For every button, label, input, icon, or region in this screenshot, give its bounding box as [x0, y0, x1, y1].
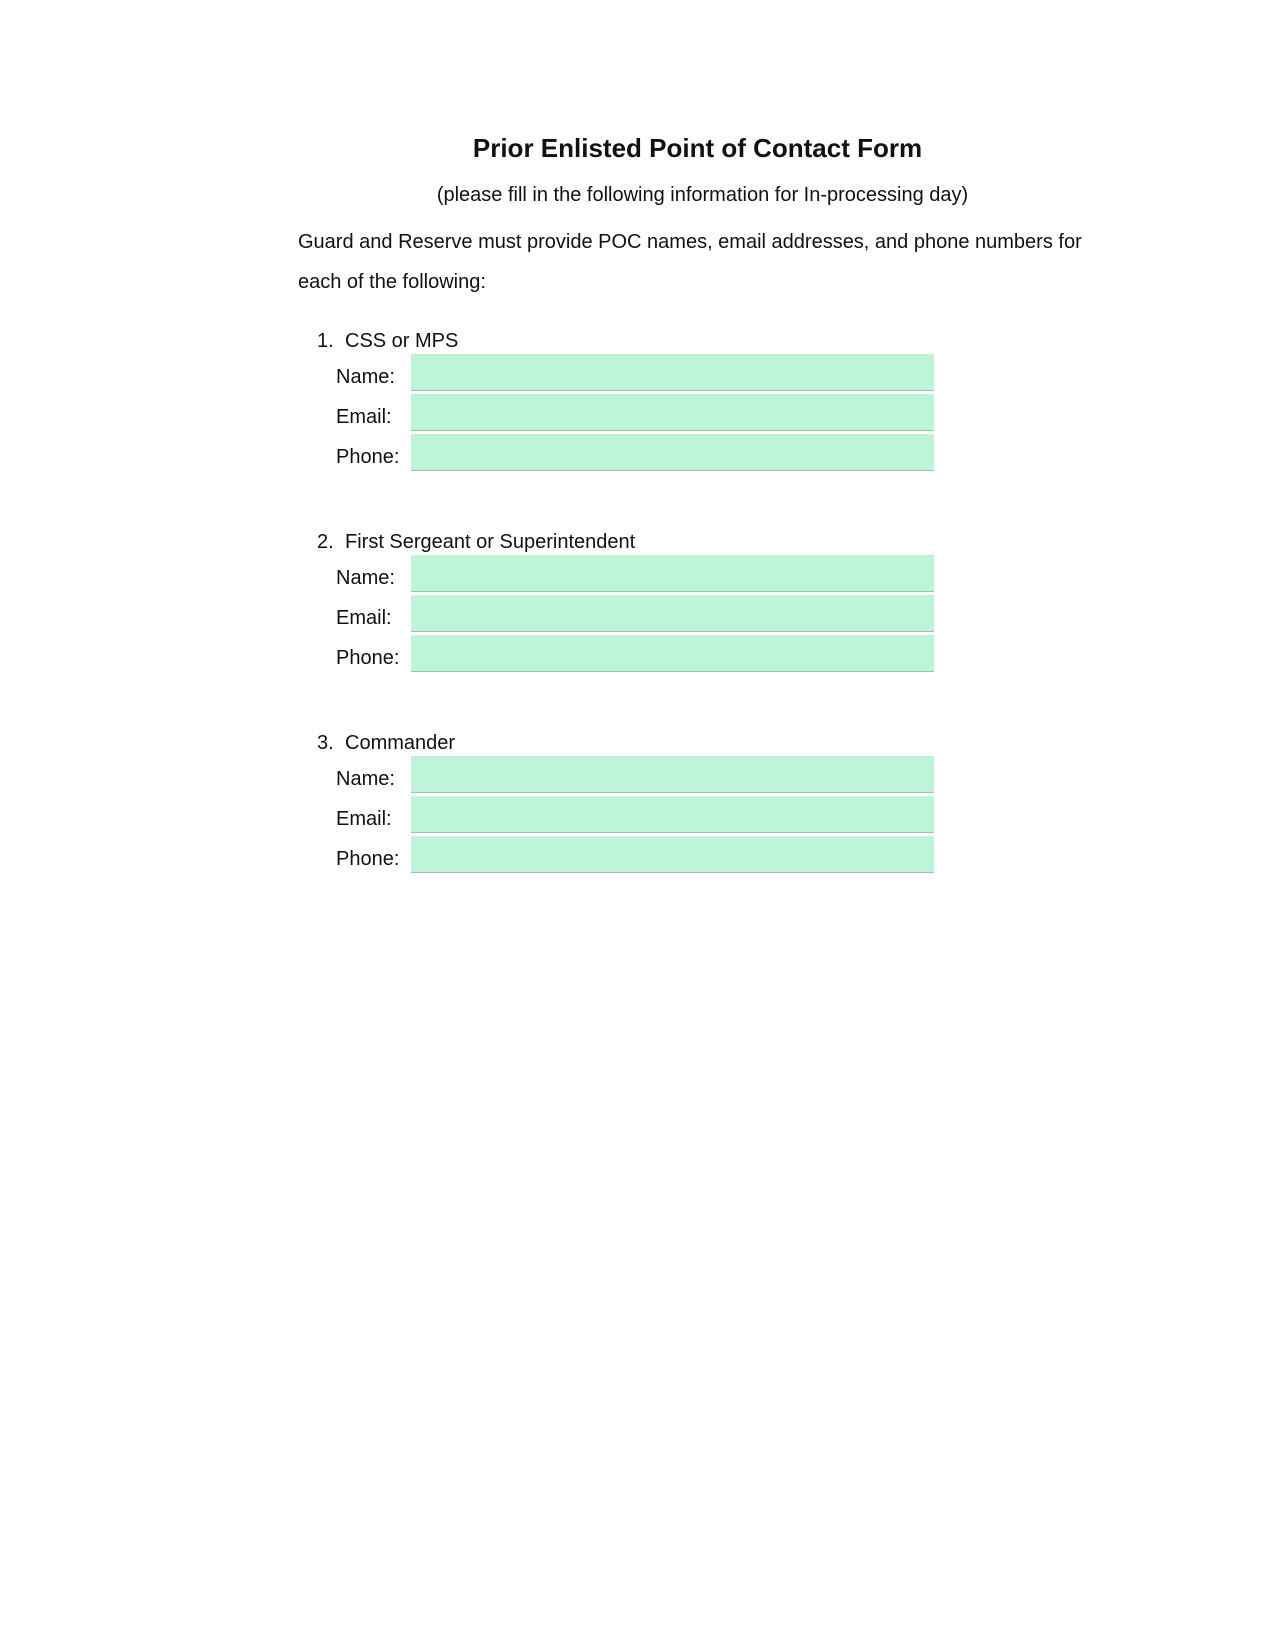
- name-label: Name:: [336, 567, 395, 589]
- form-subtitle: (please fill in the following information for In-processing day): [436, 184, 969, 206]
- first-sergeant-name-field[interactable]: [411, 555, 934, 592]
- commander-name-field[interactable]: [411, 756, 934, 793]
- name-row: [317, 756, 957, 796]
- section-heading: [317, 328, 957, 354]
- phone-row: [317, 836, 957, 876]
- first-sergeant-email-field[interactable]: [411, 595, 934, 632]
- section-heading: [317, 529, 957, 555]
- phone-row: [317, 635, 957, 675]
- name-label: Name:: [336, 768, 395, 790]
- name-label: Name:: [336, 366, 395, 388]
- phone-label: Phone:: [336, 848, 400, 870]
- email-row: [317, 796, 957, 836]
- email-row: [317, 595, 957, 635]
- phone-row: [317, 434, 957, 474]
- section-number: 2.: [317, 531, 334, 553]
- name-row: [317, 555, 957, 595]
- section-number: 1.: [317, 330, 334, 352]
- name-row: [317, 354, 957, 394]
- first-sergeant-phone-field[interactable]: [411, 635, 934, 672]
- section-title: First Sergeant or Superintendent: [345, 531, 636, 553]
- section-commander: [317, 730, 957, 876]
- css-mps-email-field[interactable]: [411, 394, 934, 431]
- section-title: CSS or MPS: [345, 330, 459, 352]
- form-title: Prior Enlisted Point of Contact Form: [472, 133, 923, 163]
- form-instructions: Guard and Reserve must provide POC names, email addresses, and phone numbers for each of the following:: [298, 231, 1082, 293]
- section-heading: [317, 730, 957, 756]
- section-first-sergeant: [317, 529, 957, 675]
- email-label: Email:: [336, 607, 392, 629]
- css-mps-phone-field[interactable]: [411, 434, 934, 471]
- section-css-mps: [317, 328, 957, 474]
- email-label: Email:: [336, 406, 392, 428]
- phone-label: Phone:: [336, 647, 400, 669]
- commander-email-field[interactable]: [411, 796, 934, 833]
- section-title: Commander: [345, 732, 456, 754]
- css-mps-name-field[interactable]: [411, 354, 934, 391]
- email-row: [317, 394, 957, 434]
- section-number: 3.: [317, 732, 334, 754]
- phone-label: Phone:: [336, 446, 400, 468]
- commander-phone-field[interactable]: [411, 836, 934, 873]
- email-label: Email:: [336, 808, 392, 830]
